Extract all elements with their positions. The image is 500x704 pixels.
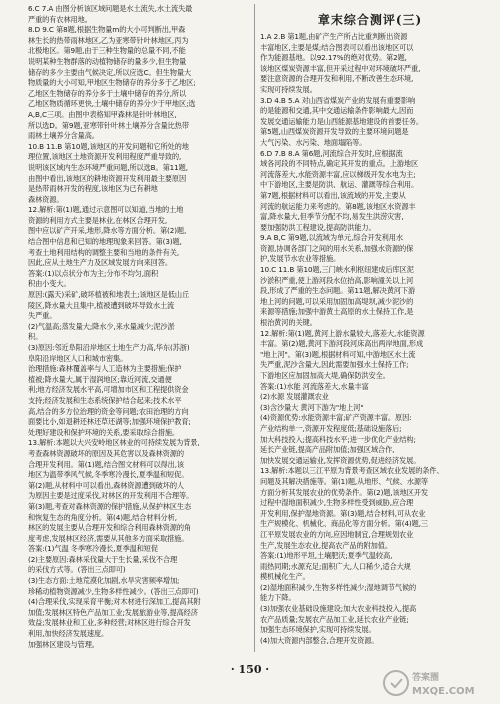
text-line: 资源的利用方式主要是林业,在林区合理开发, (28, 215, 168, 225)
text-line: 陵区,降水量大且集中,植被遭到破坏导致水土流 (28, 300, 175, 310)
page-number: · 150 · (230, 663, 270, 676)
text-line: A,B,C三项。由图中表格知甲森林是针叶林地区, (28, 109, 177, 119)
text-line: 失严重,泥沙含量大,因此需要加强水土保持工作; (260, 360, 409, 370)
text-line: 沙淤积严重,使上游河段水位抬高,影响潼关以上河 (260, 275, 414, 285)
text-line: 丰富。第(2)题,黄河下游河段河床高出两岸地面,形成 (260, 339, 424, 349)
text-line: 理位置,该地区土地资源开发利用程度严重导致的, (28, 152, 182, 162)
text-line: 第7题,根据材料可以看出,该流域的开发,主要从 (260, 190, 406, 200)
text-line: 北极地区。第9题,由于三种生物量的总量不同,不能 (28, 46, 186, 56)
text-line: 和恢复生态的角度分析。第(4)题,结合材料分析, (28, 512, 177, 522)
text-line: 林生长的热带雨林地区,乙为亚寒带针叶林地区,丙为 (28, 35, 189, 45)
text-line: 加强生态环境保护,实现可持续发展。 (260, 625, 376, 635)
text-line: 中下游地区,主要是防洪、航运、灌溉等综合利用。 (260, 180, 419, 190)
text-line: (2)水源 发展灌溉农业 (260, 392, 329, 402)
text-line: 根治黄河的关键。 (260, 318, 317, 328)
column-divider (254, 4, 255, 652)
section-title: 章末综合测评(三) (317, 13, 423, 27)
text-line: (3)生态方面:土地荒漠化加剧,水旱灾害频率增加; (28, 576, 180, 586)
text-line: 的是能源和交通,其中交通运输条件影响最大,因而 (260, 106, 414, 116)
text-line: 利;地方经济发展水平高,可增加市区和工程提供资金 (28, 385, 189, 395)
text-line: 雨林土壤养分含量高。 (28, 131, 99, 141)
text-line: 10.C 11.B 第10题,三门峡水利枢纽建成后库区泥 (260, 265, 414, 275)
text-line: 积由小变大。 (28, 279, 71, 289)
text-line: 加值;发展林区特色产品加工业;发展旅游业等,提高经济 (28, 607, 198, 617)
text-line: 度考虑,发展林区经济,需要从其他多方面采取措施。 (28, 533, 189, 543)
text-line: 第(3)题,考查对森林资源的保护措施,从保护林区生态 (28, 501, 192, 511)
right-column (260, 4, 480, 646)
text-line: 雨热同期;水源充足;面积广大,人口稀少,适合大规 (260, 561, 411, 571)
text-line: 说明某种生物群落的动植物储存的量多少,但生物量 (28, 56, 187, 66)
text-line: 要加强防洪工程建设,提高防洪能力。 (260, 222, 376, 232)
text-line: 产业结构单一,资源开发程度低;基础设施落后; (260, 423, 402, 433)
text-line: 储存的多少主要由气候决定,所以应选C。但生物量大 (28, 67, 192, 77)
text-line: 域各河段的不同特点,确定其开发的重点。上游地区 (260, 159, 419, 169)
text-line: 丰富地区,主要是煤;结合图表可以看出该地区可以 (260, 42, 414, 52)
text-line: 林区的发展主要从合理开发和综合利用森林资源的角 (28, 523, 192, 533)
text-line: 发展交通运输能力是山西能源基地建设的首要任务。 (260, 116, 424, 126)
text-line: 开发利用,保护湿地资源。第(3)题,结合材料,可从农业 (260, 508, 426, 518)
text-line: 第5题,山西煤炭资源开发导致的主要环境问题是 (260, 127, 409, 137)
text-line: 乙地区物质循环更快,土壤中储存的养分少于甲地区;选 (28, 99, 196, 109)
text-line: (4)资源优势:水能资源丰富;矿产资源丰富。原因: (260, 413, 412, 423)
text-line: 积。 (28, 332, 43, 342)
text-line: 13.解析:本题以大兴安岭地区林业的可持续发展为背景, (28, 438, 200, 448)
text-line: 考查森林资源破坏的原因及其危害以及森林资源的 (28, 448, 184, 458)
text-line: 能力下降。 (260, 593, 296, 603)
text-line: 12.解析:第(1)题,通过示意图可以知道,当地的土地 (28, 205, 184, 215)
text-line: (3)原因:邻近阜阳沿岸地区土地生产力高,华东(苏浙) (28, 343, 190, 352)
text-line: 答案:(1)以点状分布为主;分布不均匀,面积 (28, 268, 159, 278)
text-line: 的采伐方式等。(答出三点即可) (28, 565, 126, 575)
text-line: 因此,应从土地生产力及区域发展方向来回答。 (28, 258, 172, 268)
text-line: 生产,发展生态农业,提高农产品的附加值。 (260, 540, 392, 550)
text-line: 第(2)题,从材料中可以看出,森林资源遭到破坏的人 (28, 480, 185, 490)
text-line: 作为能源基地。以92.17%的绝对优势。第2题, (260, 53, 407, 63)
text-line: 6.D 7.B 8.A 第6题,河流综合开发时,应根据流 (260, 148, 403, 158)
text-line: 合理开发利用。第(1)题,结合图文材料可以得出,该 (28, 459, 185, 469)
text-line: 物质量的大小可知,甲地区生物储存的养分多于乙地区; (28, 78, 196, 88)
text-line: (3)含沙量大 黄河下游为"地上河" (260, 402, 364, 412)
text-line: 阜阳沿岸地区人口和城市密集。 (28, 353, 128, 363)
text-line: 加强林区建设与管理。 (28, 639, 99, 649)
text-line: (3)加强农业基础设施建设;加大农业科技投入,提高 (260, 604, 417, 614)
text-line: 图中应以矿产开采,地形,降水等方面分析。第(2)题, (28, 226, 187, 236)
text-line: 珍稀动植物资源减少,生物多样性减少。(答出三点即可) (28, 586, 199, 596)
text-line: 治理措施:森林覆盖率与人工造林为主要措施;保护 (28, 364, 182, 374)
text-line: 13.解析:本题以三江平原为背景考查区域农业发展的条件、 (260, 466, 444, 476)
text-line: 延长产业链,提高产品附加值;加强区域合作, (260, 445, 395, 455)
text-line: 生产规模化、机械化、商品化等方面分析。第(4)题,三 (260, 519, 428, 529)
text-line: 森林资源。 (28, 194, 64, 204)
text-line: 答案:(1)气温 冬季寒冷漫长,夏季温和短促 (28, 544, 158, 554)
text-line: 乙地区生物储存的养分多于土壤中储存的养分,所以 (28, 88, 187, 98)
text-line: 段,形成了严重的生态问题。第11题,解决黄河下游 (260, 286, 416, 296)
text-line: 原因:(露天)采矿,破坏植被和地表土;该地区是低山丘 (28, 290, 190, 300)
text-line: 6.C 7.A 由图分析该区域问题是水土流失,水土流失最 (28, 4, 193, 13)
text-line: 江平原发展农业的方向,应因地制宜,合理规划农业 (260, 529, 414, 539)
text-line: 大气污染、水污染、地面塌陷等。 (260, 137, 367, 147)
text-line: 过程中湿地面积减少,生物多样性受到威胁,应合理 (260, 498, 414, 508)
svg-text:答案圈: 答案圈 (412, 673, 440, 683)
text-line: 所以选D。第9题,亚寒带针叶林土壤养分含量比热带 (28, 120, 189, 130)
text-line: 农产品质量;发展农产品加工业,延长农业产业链; (260, 614, 409, 624)
text-line: 资源,协调各部门之间的用水关系,加强水资源的保 (260, 243, 414, 253)
text-line: 说明该区域内生态环境严重问题,所以选B。第11题, (28, 162, 188, 172)
text-line: 12.解析:第(1)题,黄河上游水量较大,落差大,水能资源 (260, 328, 425, 338)
text-line: 实现可持续发展。 (260, 84, 317, 94)
text-line: 面要比小,如退耕还林还草还湖等;加强环境保护教育; (28, 417, 191, 427)
text-line: 来源等措施;加强中游黄土高原的水土保持工作,是 (260, 307, 414, 317)
text-line: 答案:(1)水能 河流落差大,水量丰富 (260, 381, 369, 391)
text-line: 地上河的问题,可以采用加固加高堤坝,减少泥沙的 (260, 296, 414, 306)
text-line: 问题及其解决措施等。第(1)题,从地形、气候、水源等 (260, 476, 428, 486)
text-line: 为原因主要是过度采伐,对林区的开发利用不合理等。 (28, 491, 194, 501)
text-line: 模机械化生产。 (260, 572, 310, 582)
text-line: 处理好建设和保护环境的关系,要采取综合措施。 (28, 427, 180, 437)
text-line: 下游地区应加固加高大堤,确保防洪安全。 (260, 371, 390, 380)
text-line: 地区为温带季风气候,冬季寒冷漫长,夏季温和短促。 (28, 470, 189, 480)
text-line: (2)湿地面积减少,生物多样性减少;湿地调节气候的 (260, 582, 417, 592)
text-line: 护,发展节水农业等措施。 (260, 254, 341, 264)
text-line: 3.D 4.B 5.A 对山西省煤炭产业的发展有重要影响 (260, 95, 416, 105)
text-line: 失严重。 (28, 311, 57, 321)
text-line: 要注意资源的合理开发和利用,不断改善生态环境, (260, 74, 414, 84)
text-line: 植被;降水量大,属于湿润地区;靠近河流,交通便 (28, 374, 172, 384)
text-line: 利用,加快经济发展速度。 (28, 629, 109, 639)
text-line: 9.A B,C 第9题,以流域为单元,综合开发利用水 (260, 233, 403, 243)
text-line: (4)加大资源内部整合,合理开发资源。 (260, 635, 379, 645)
text-line: 河流落差大,水能资源丰富,应以梯级开发水电为主; (260, 169, 416, 179)
text-line: 是热带雨林开发的程度,该地区为已有耕地 (28, 184, 158, 194)
text-line: 结合图中信息和已知的地理现象来回答。第(3)题, (28, 237, 182, 247)
right-column-body (260, 32, 480, 646)
text-line: 答案:(1)地形平坦,土壤肥沃;夏季气温较高, (260, 551, 393, 561)
text-line: 该地区煤炭资源丰富,但开采过程中对环境破坏严重, (260, 63, 421, 73)
svg-text:MXQE.COM: MXQE.COM (412, 686, 475, 697)
text-line: 考查土地利用结构的调整主要和当地的条件有关, (28, 247, 180, 257)
text-line: 加快发展交通运输业,发挥资源优势,促进经济发展。 (260, 455, 421, 465)
text-line: 10.B 11.B 第10题,该地区的开发问题和它所处的地 (28, 141, 189, 151)
text-line: 支持;经济发展和生态系统保护结合起来;技术水平 (28, 395, 182, 405)
text-line: (2)气温高;蒸发量大;降水少,来水量减少;泥沙淤 (28, 321, 175, 331)
text-line: 效益;发展林业和工业,多种经营;对林区进行综合开发 (28, 618, 191, 628)
text-line: 1.A 2.B 第1题,由矿产生产所占比重判断出资源 (260, 32, 408, 41)
watermark-logo (380, 666, 490, 700)
text-line: 8.D 9.C 第8题,根据生物量m的大小可判断出,甲森 (28, 25, 186, 35)
left-column (28, 4, 250, 650)
text-line: 方面分析其发展农业的优势条件。第(2)题,该地区开发 (260, 487, 428, 497)
text-line: (2)主要原因:森林采伐量大于生长量,采伐不合理 (28, 554, 178, 564)
text-line: (4)合理采伐,实现采育平衡;对木材进行深加工,提高其附 (28, 597, 201, 607)
text-line: 河流的航运能力来考虑的。第8题,该地区水资源丰 (260, 201, 416, 211)
text-line: 加大科技投入;提高科技水平;进一步优化产业结构; (260, 434, 416, 444)
text-line: 由图中看出,该地区的耕地资源开发利用最主要原因 (28, 173, 187, 183)
text-line: 高,结合的多方位治理的资金等问题;农田治理的方向 (28, 406, 189, 416)
text-line: "地上河"。第(3)题,根据材料可知,中游地区水土流 (260, 349, 416, 359)
text-line: 严重的有农林用地。 (28, 14, 92, 24)
text-line: 富,降水量大,但季节分配不均,易发生洪涝灾害, (260, 212, 404, 222)
